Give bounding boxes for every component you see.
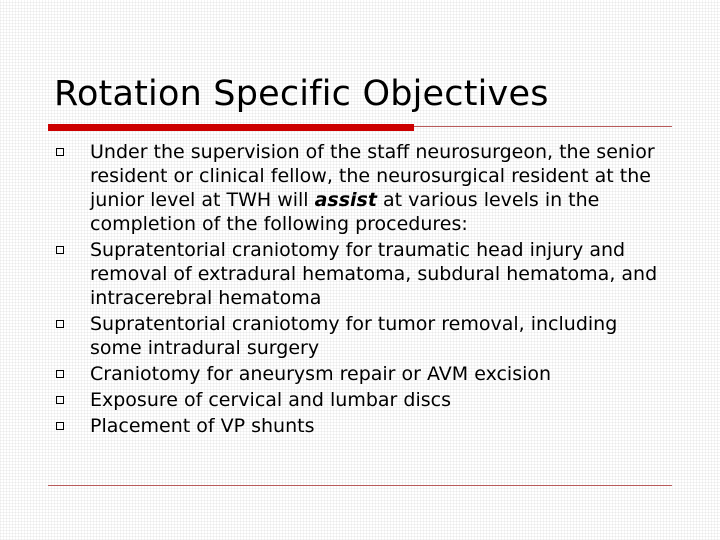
bottom-rule bbox=[48, 485, 672, 486]
list-item bbox=[54, 238, 674, 310]
bullet-text: Craniotomy for aneurysm repair or AVM excision bbox=[90, 363, 552, 385]
bullet-text: Supratentorial craniotomy for traumatic head injury and removal of extradural hematoma, subdural hematoma, and intracerebral hematoma bbox=[90, 239, 658, 309]
list-item bbox=[54, 312, 674, 360]
list-item bbox=[54, 388, 674, 412]
bullet-text-before: Under the supervision of the staff neurosurgeon, the senior resident or clinical fellow, the neurosurgical resident at the junior level at TWH will bbox=[90, 141, 655, 211]
hollow-square-icon bbox=[56, 320, 64, 328]
title-accent-rule bbox=[48, 124, 414, 131]
hollow-square-icon bbox=[56, 396, 64, 404]
bullet-text: Exposure of cervical and lumbar discs bbox=[90, 389, 451, 411]
slide-title: Rotation Specific Objectives bbox=[54, 74, 549, 114]
hollow-square-icon bbox=[56, 422, 64, 430]
list-item bbox=[54, 414, 674, 438]
hollow-square-icon bbox=[56, 246, 64, 254]
bullet-text-after: at various levels in the completion of the following procedures: bbox=[90, 189, 600, 235]
title-thin-rule bbox=[414, 126, 672, 127]
bullet-text: Placement of VP shunts bbox=[90, 415, 315, 437]
hollow-square-icon bbox=[56, 148, 64, 156]
list-item bbox=[54, 362, 674, 386]
objectives-list bbox=[54, 140, 674, 440]
bullet-text-emphasis: assist bbox=[314, 189, 377, 211]
list-item bbox=[54, 140, 674, 236]
hollow-square-icon bbox=[56, 370, 64, 378]
bullet-text: Supratentorial craniotomy for tumor removal, including some intradural surgery bbox=[90, 313, 618, 359]
